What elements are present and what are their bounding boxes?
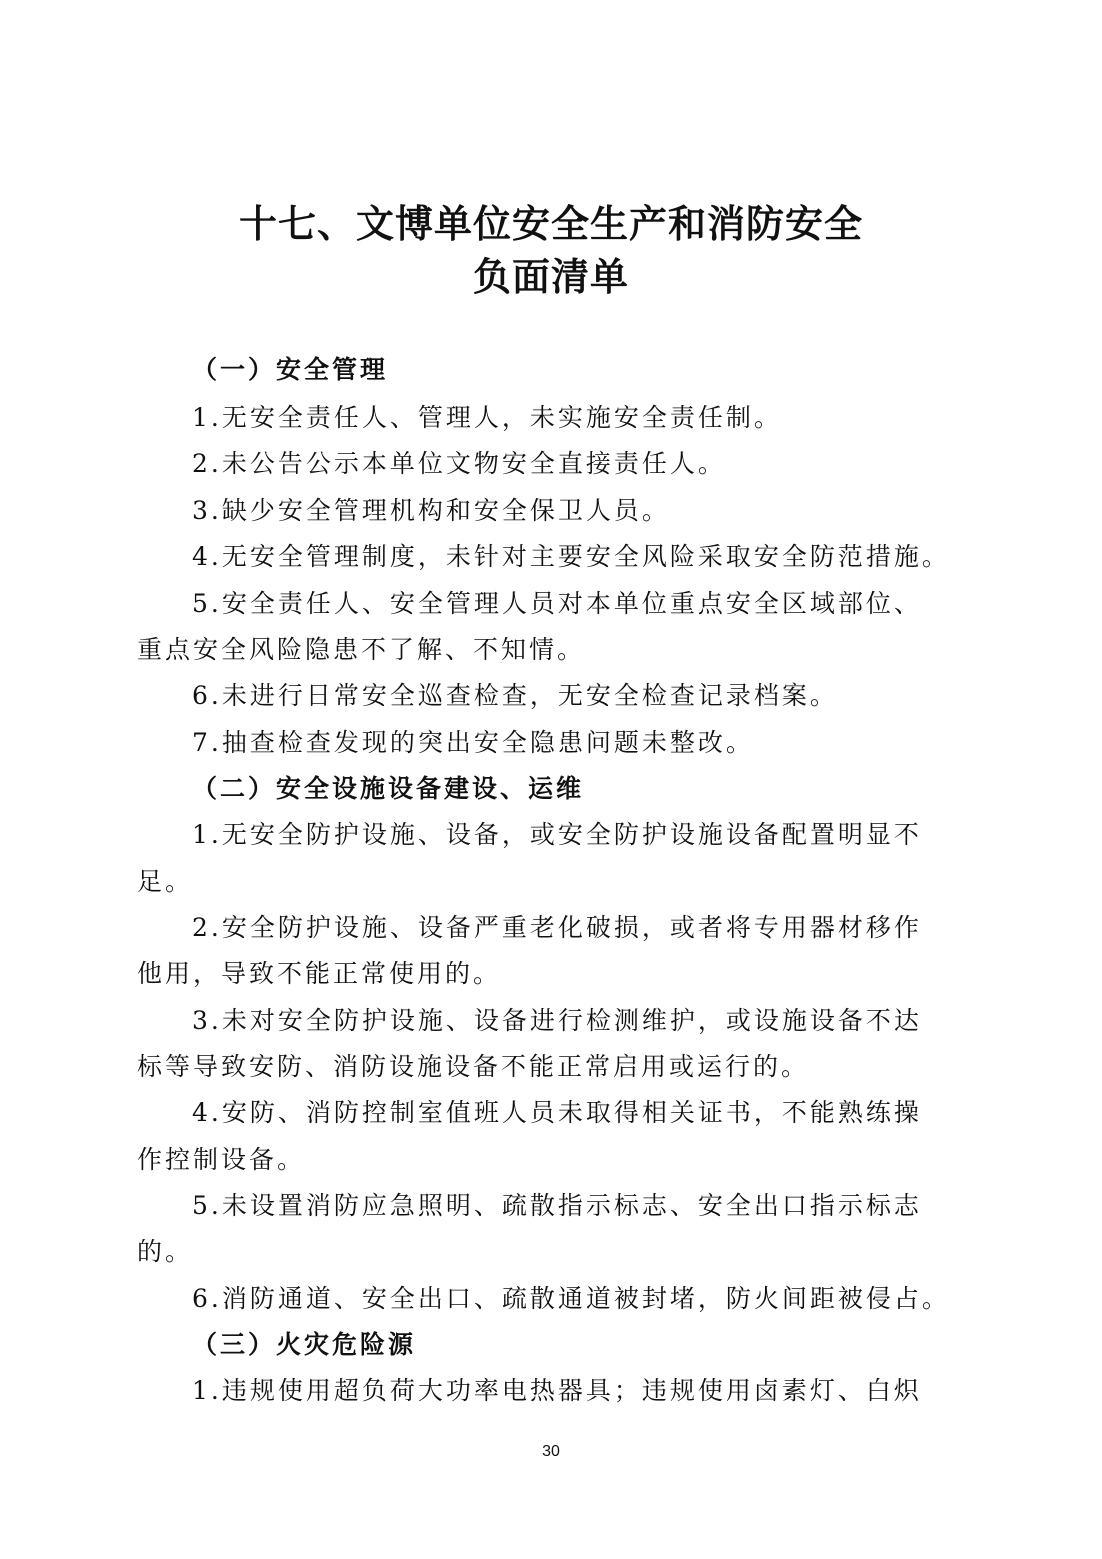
list-item: 7.抽查检查发现的突出安全隐患问题未整改。 <box>192 728 754 757</box>
list-item-continuation: 标等导致安防、消防设施设备不能正常启用或运行的。 <box>137 1052 810 1081</box>
list-item: 1.违规使用超负荷大功率电热器具；违规使用卤素灯、白炽 <box>192 1376 922 1405</box>
section-heading-1: （一）安全管理 <box>192 355 389 384</box>
list-item-continuation: 重点安全风险隐患不了解、不知情。 <box>137 635 586 664</box>
list-item-continuation: 的。 <box>137 1237 194 1266</box>
list-item: 6.消防通道、安全出口、疏散通道被封堵，防火间距被侵占。 <box>192 1284 950 1313</box>
page-number: 30 <box>542 1443 560 1460</box>
list-item: 3.缺少安全管理机构和安全保卫人员。 <box>192 496 670 525</box>
page-title-line-2: 负面清单 <box>472 255 629 299</box>
list-item: 1.无安全责任人、管理人，未实施安全责任制。 <box>192 403 782 432</box>
list-item: 3.未对安全防护设施、设备进行检测维护，或设施设备不达 <box>192 1006 922 1035</box>
list-item: 5.安全责任人、安全管理人员对本单位重点安全区域部位、 <box>192 589 922 618</box>
list-item-continuation: 他用，导致不能正常使用的。 <box>137 959 502 988</box>
list-item-continuation: 作控制设备。 <box>137 1145 306 1174</box>
list-item: 4.安防、消防控制室值班人员未取得相关证书，不能熟练操 <box>192 1098 922 1127</box>
page-title-line-1: 十七、文博单位安全生产和消防安全 <box>238 202 863 246</box>
section-heading-2: （二）安全设施设备建设、运维 <box>192 774 585 803</box>
list-item: 1.无安全防护设施、设备，或安全防护设施设备配置明显不 <box>192 820 922 849</box>
list-item: 5.未设置消防应急照明、疏散指示标志、安全出口指示标志 <box>192 1191 922 1220</box>
list-item-continuation: 足。 <box>137 867 194 896</box>
section-heading-3: （三）火灾危险源 <box>192 1330 417 1359</box>
list-item: 4.无安全管理制度，未针对主要安全风险采取安全防范措施。 <box>192 542 950 571</box>
list-item: 2.未公告公示本单位文物安全直接责任人。 <box>192 449 726 478</box>
list-item: 6.未进行日常安全巡查检查，无安全检查记录档案。 <box>192 681 838 710</box>
list-item: 2.安全防护设施、设备严重老化破损，或者将专用器材移作 <box>192 913 922 942</box>
